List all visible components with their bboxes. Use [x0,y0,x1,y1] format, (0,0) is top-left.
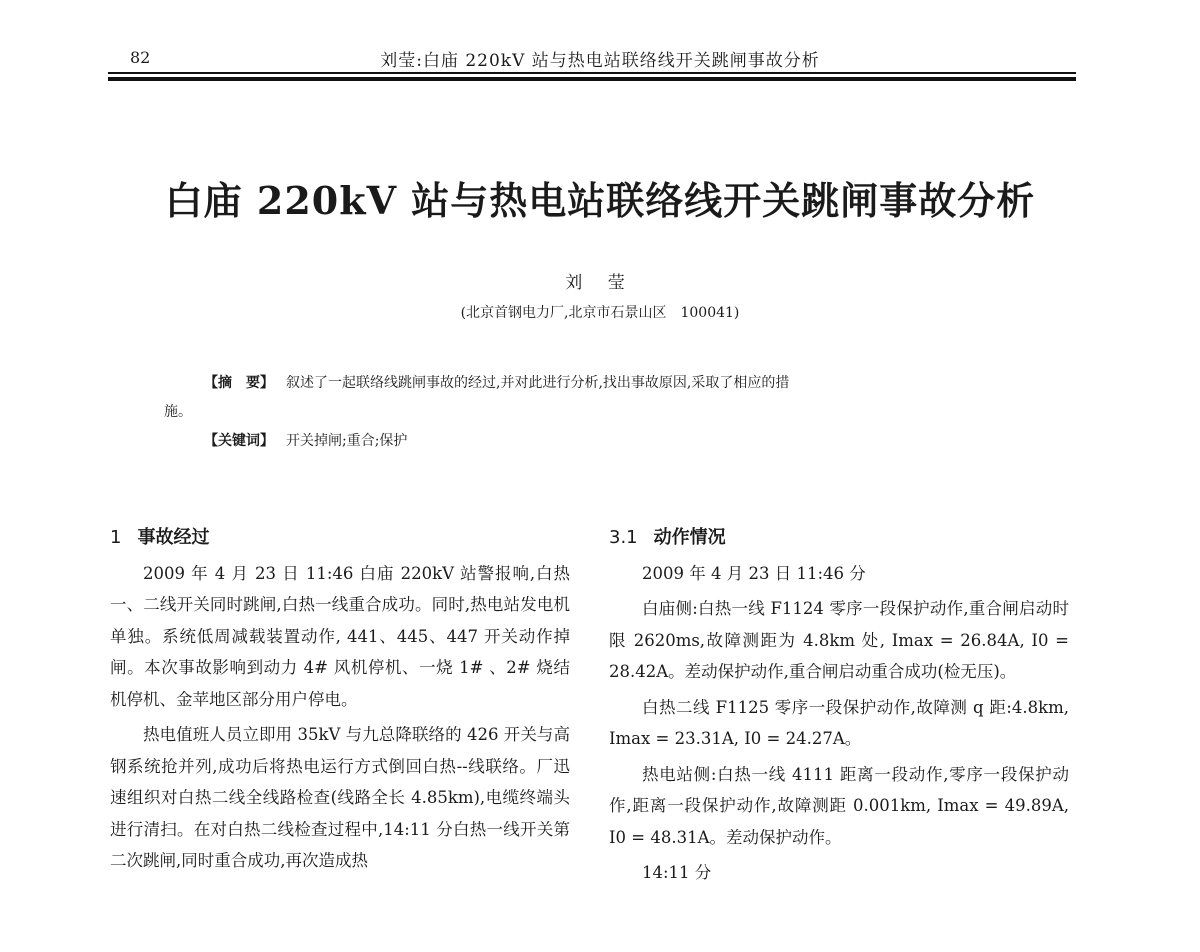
right-column [609,522,1069,889]
abstract [204,372,1064,392]
header-rule-thin [108,72,1076,74]
keywords-text: 开关掉闸;重合;保护 [286,433,408,449]
section-heading-3-1 [609,522,1069,554]
page-number: 82 [130,48,151,67]
article-author: 刘 莹 [565,273,635,293]
abstract-label: 【摘 要】 [204,375,274,391]
paragraph: 2009 年 4 月 23 日 11:46 白庙 220kV 站警报响,白热一、二线开关同时跳闸,白热一线重合成功。同时,热电站发电机单独。系统低周减载装置动作, 441、445、447 开关动作掉闸。本次事故影响到动力 4# 风机停机、一烧 1# 、2# 烧结机停机、金苹地区部分用户停电。 [110,563,570,709]
paragraph: 白热二线 F1125 零序一段保护动作,故障测 q 距:4.8km, Imax = 23.31A, I0 = 24.27A。 [609,697,1069,748]
section-heading-1 [110,522,570,554]
article-affiliation: (北京首钢电力厂,北京市石景山区 100041) [460,305,740,321]
section-number: 3.1 [609,527,638,548]
abstract-text-line2: 施。 [164,404,192,420]
running-title: 刘莹:白庙 220kV 站与热电站联络线开关跳闸事故分析 [380,51,820,71]
header-rule-thick [108,77,1076,81]
paragraph: 热电值班人员立即用 35kV 与九总降联络的 426 开关与高钢系统抢并列,成功后将热电运行方式倒回白热--线联络。厂迅速组织对白热二线全线路检查(线路全长 4.85km),电缆终端头进行清扫。在对白热二线检查过程中,14:11 分白热一线开关第二次跳闸,同时重合成功,再次造成热 [110,725,570,870]
paragraph: 14:11 分 [642,863,712,882]
keywords [204,430,407,450]
section-title: 事故经过 [137,527,210,548]
abstract-text-line1: 叙述了一起联络线跳闸事故的经过,并对此进行分析,找出事故原因,采取了相应的措 [286,375,790,391]
section-number: 1 [110,527,122,548]
paragraph: 白庙侧:白热一线 F1124 零序一段保护动作,重合闸启动时限 2620ms,故障测距为 4.8km 处, Imax = 26.84A, I0 = 28.42A。差动保护动作,重合闸启动重合成功(检无压)。 [609,599,1069,681]
paragraph: 2009 年 4 月 23 日 11:46 分 [642,563,866,583]
article-title: 白庙 220kV 站与热电站联络线开关跳闸事故分析 [164,178,1036,223]
left-column [110,522,570,877]
paragraph: 热电站侧:白热一线 4111 距离一段动作,零序一段保护动作,距离一段保护动作,故障测距 0.001km, Imax = 49.89A, I0 = 48.31A。差动保护动作。 [609,764,1069,847]
keywords-label: 【关键词】 [204,433,274,449]
section-title: 动作情况 [653,527,726,548]
